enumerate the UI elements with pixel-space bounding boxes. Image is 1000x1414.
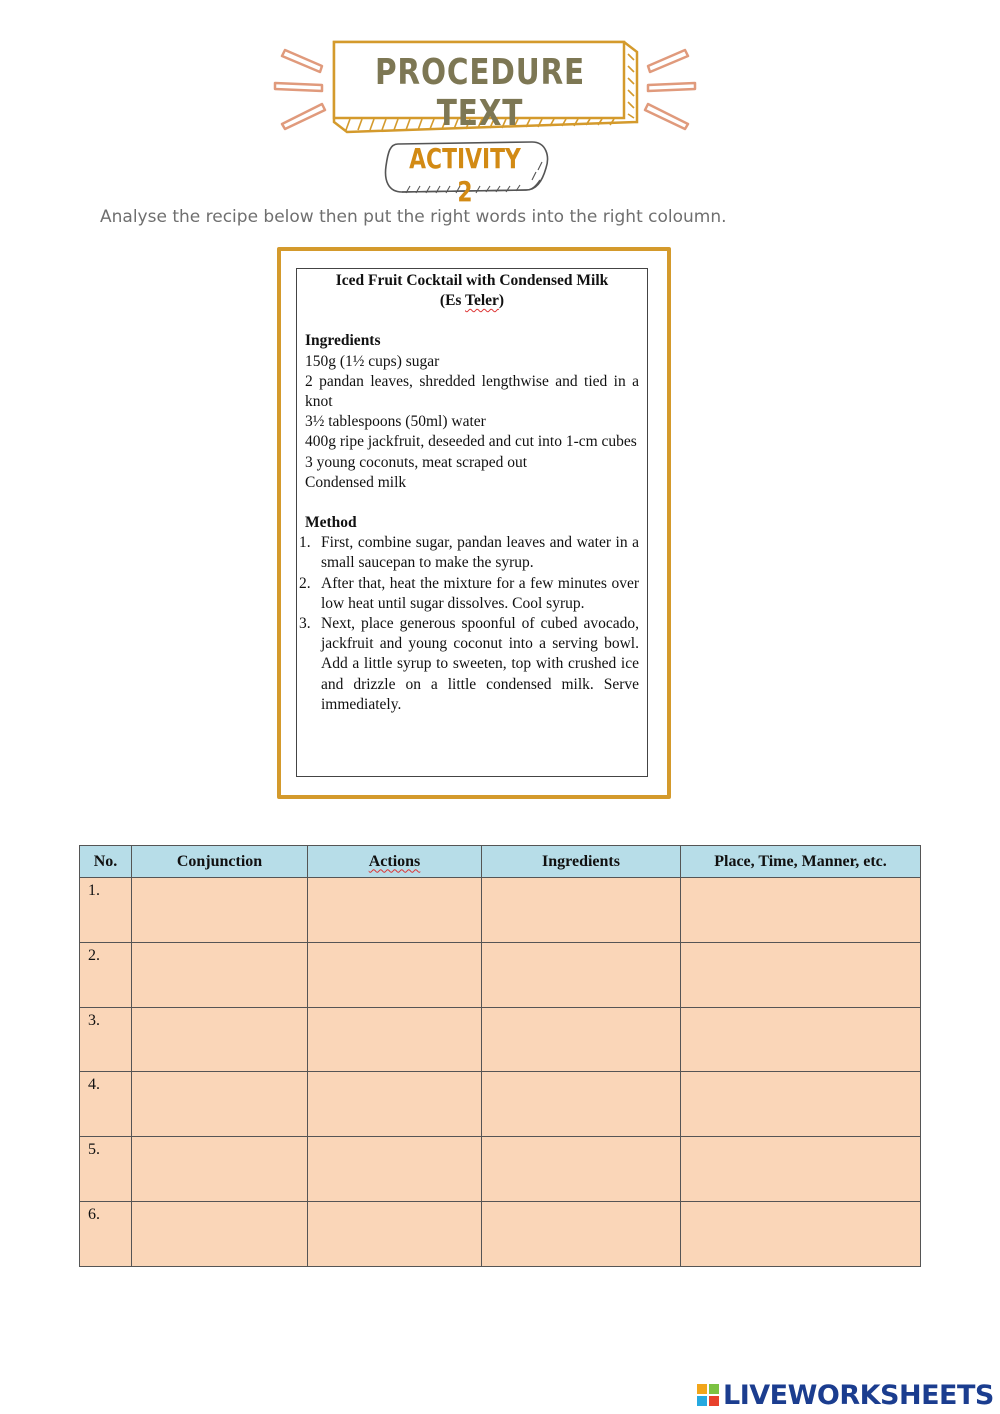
row-number: 4. <box>80 1072 132 1137</box>
ingredients-heading: Ingredients <box>305 332 381 350</box>
row-number: 2. <box>80 942 132 1007</box>
header-conjunction: Conjunction <box>132 846 308 878</box>
ingredient-item: 3 young coconuts, meat scraped out <box>305 453 528 471</box>
place-time-manner-cell <box>681 1072 921 1137</box>
logo-squares-icon <box>697 1384 719 1406</box>
conjunction-cell <box>132 1202 308 1267</box>
ingredients-cell <box>482 942 681 1007</box>
row-number: 3. <box>80 1007 132 1072</box>
ingredients-cell <box>482 1137 681 1202</box>
ingredient-item: 2 pandan leaves, shredded lengthwise and tied in a knot <box>305 372 639 411</box>
ingredients-answer-input[interactable] <box>490 1206 676 1264</box>
method-step <box>299 574 639 614</box>
ingredients-cell <box>482 878 681 943</box>
ingredients-answer-input[interactable] <box>490 1076 676 1134</box>
conjunction-cell <box>132 942 308 1007</box>
conjunction-answer-input[interactable] <box>140 1206 303 1264</box>
recipe-title-line1: Iced Fruit Cocktail with Condensed Milk <box>335 272 609 289</box>
conjunction-cell <box>132 878 308 943</box>
method-step-text: Next, place generous spoonful of cubed avocado, jackfruit and young coconut into a serving bowl. Add a little syrup to sweeten, top with crushed ice and drizzle on a little condensed milk. Serve immediately. <box>321 615 639 713</box>
row-number: 1. <box>80 878 132 943</box>
recipe-title-line2 <box>305 291 639 311</box>
method-step-number: 2. <box>299 574 311 592</box>
place-time-manner-cell <box>681 1007 921 1072</box>
method-heading: Method <box>305 514 357 532</box>
table-row <box>80 942 921 1007</box>
method-list <box>299 533 639 715</box>
page-title: PROCEDURE TEXT <box>374 52 586 134</box>
recipe-card <box>277 247 671 799</box>
table-row <box>80 878 921 943</box>
ingredients-cell <box>482 1007 681 1072</box>
actions-answer-input[interactable] <box>316 1076 477 1134</box>
ingredient-item: 400g ripe jackfruit, deseeded and cut into 1-cm cubes <box>305 433 637 451</box>
recipe-card-inner <box>296 268 648 777</box>
header-no: No. <box>80 846 132 878</box>
ingredients-answer-input[interactable] <box>490 1141 676 1199</box>
recipe-title-open: (Es <box>439 292 466 310</box>
actions-answer-input[interactable] <box>316 1141 477 1199</box>
table-row <box>80 1137 921 1202</box>
place-time-manner-cell <box>681 1137 921 1202</box>
place-time-manner-answer-input[interactable] <box>689 1141 916 1199</box>
header-actions <box>308 846 482 878</box>
conjunction-answer-input[interactable] <box>140 882 303 940</box>
method-step-text: First, combine sugar, pandan leaves and water in a small saucepan to make the syrup. <box>321 534 639 572</box>
method-step-number: 1. <box>299 534 311 552</box>
place-time-manner-answer-input[interactable] <box>689 1206 916 1264</box>
actions-cell <box>308 1202 482 1267</box>
header-place-time-manner: Place, Time, Manner, etc. <box>681 846 921 878</box>
method-step-number: 3. <box>299 615 311 633</box>
table-row <box>80 1072 921 1137</box>
place-time-manner-answer-input[interactable] <box>689 1076 916 1134</box>
conjunction-cell <box>132 1007 308 1072</box>
conjunction-answer-input[interactable] <box>140 1012 303 1070</box>
table-header-row <box>80 846 921 878</box>
place-time-manner-cell <box>681 1202 921 1267</box>
ingredients-answer-input[interactable] <box>490 947 676 1005</box>
ingredient-item: 3½ tablespoons (50ml) water <box>305 413 486 431</box>
header-actions-label: Actions <box>368 852 421 870</box>
actions-cell <box>308 1007 482 1072</box>
ingredient-item: 150g (1½ cups) sugar <box>305 352 440 370</box>
conjunction-answer-input[interactable] <box>140 947 303 1005</box>
liveworksheets-logo <box>697 1381 994 1409</box>
actions-answer-input[interactable] <box>316 947 477 1005</box>
ingredients-cell <box>482 1202 681 1267</box>
actions-cell <box>308 1072 482 1137</box>
conjunction-cell <box>132 1072 308 1137</box>
place-time-manner-answer-input[interactable] <box>689 882 916 940</box>
recipe-title-word: Teler <box>465 292 499 310</box>
place-time-manner-cell <box>681 878 921 943</box>
place-time-manner-answer-input[interactable] <box>689 1012 916 1070</box>
logo-text: LIVEWORKSHEETS <box>723 1379 994 1411</box>
table-row <box>80 1007 921 1072</box>
place-time-manner-cell <box>681 942 921 1007</box>
instruction-text: Analyse the recipe below then put the right words into the right coloumn. <box>100 207 727 227</box>
ingredients-cell <box>482 1072 681 1137</box>
ingredients-answer-input[interactable] <box>490 882 676 940</box>
answer-table <box>79 845 921 1267</box>
header-ingredients: Ingredients <box>482 846 681 878</box>
recipe-title-close: ) <box>498 292 505 310</box>
row-number: 6. <box>80 1202 132 1267</box>
row-number: 5. <box>80 1137 132 1202</box>
table-row <box>80 1202 921 1267</box>
method-step <box>299 533 639 573</box>
actions-answer-input[interactable] <box>316 1206 477 1264</box>
method-step <box>299 614 639 715</box>
actions-cell <box>308 878 482 943</box>
ingredient-item: Condensed milk <box>305 473 407 491</box>
actions-answer-input[interactable] <box>316 882 477 940</box>
place-time-manner-answer-input[interactable] <box>689 947 916 1005</box>
actions-cell <box>308 1137 482 1202</box>
activity-label: ACTIVITY 2 <box>409 142 521 208</box>
conjunction-answer-input[interactable] <box>140 1141 303 1199</box>
actions-answer-input[interactable] <box>316 1012 477 1070</box>
conjunction-answer-input[interactable] <box>140 1076 303 1134</box>
conjunction-cell <box>132 1137 308 1202</box>
actions-cell <box>308 942 482 1007</box>
ingredients-answer-input[interactable] <box>490 1012 676 1070</box>
method-step-text: After that, heat the mixture for a few minutes over low heat until sugar dissolves. Cool syrup. <box>321 574 639 612</box>
